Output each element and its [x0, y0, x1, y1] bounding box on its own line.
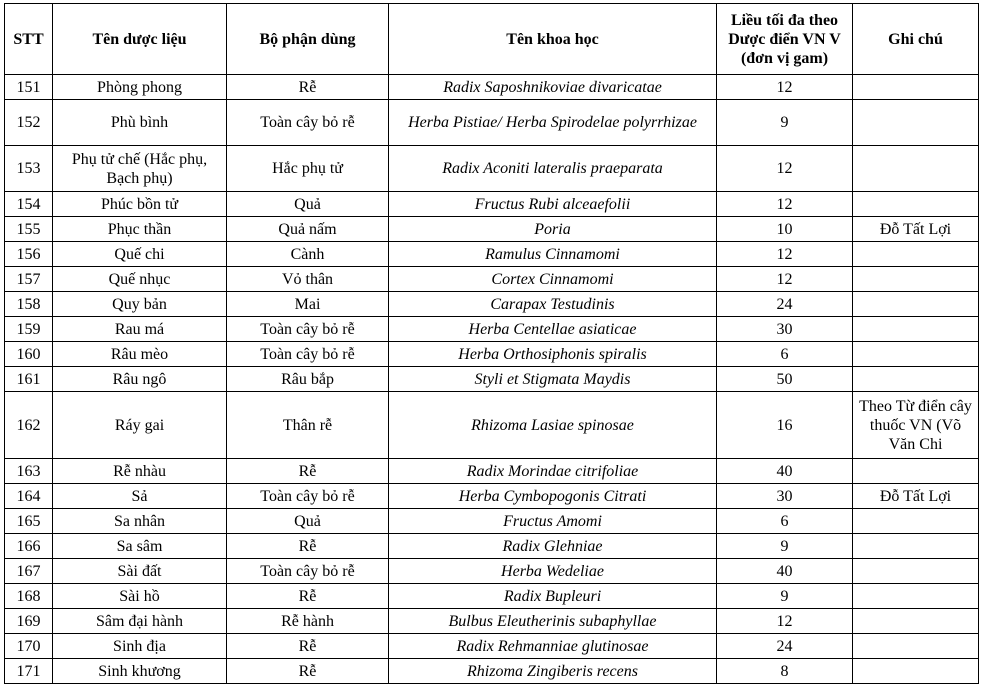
table-row	[5, 317, 979, 342]
cell-herb-name: Ráy gai	[53, 392, 227, 459]
table-row	[5, 342, 979, 367]
cell-note: Đỗ Tất Lợi	[853, 484, 979, 509]
cell-max-dose: 12	[717, 192, 853, 217]
cell-note	[853, 609, 979, 634]
cell-herb-name: Phụ tử chế (Hắc phụ, Bạch phụ)	[53, 146, 227, 192]
cell-scientific-name: Rhizoma Lasiae spinosae	[389, 392, 717, 459]
table-body	[5, 75, 979, 684]
header-note: Ghi chú	[853, 4, 979, 75]
cell-part-used: Rễ	[227, 534, 389, 559]
cell-herb-name: Quế nhục	[53, 267, 227, 292]
cell-herb-name: Phù bình	[53, 100, 227, 146]
cell-max-dose: 12	[717, 609, 853, 634]
header-herb-name: Tên dược liệu	[53, 4, 227, 75]
cell-max-dose: 12	[717, 242, 853, 267]
cell-note	[853, 367, 979, 392]
table-row	[5, 292, 979, 317]
cell-stt: 161	[5, 367, 53, 392]
cell-part-used: Quả	[227, 509, 389, 534]
cell-scientific-name: Carapax Testudinis	[389, 292, 717, 317]
cell-stt: 164	[5, 484, 53, 509]
cell-part-used: Toàn cây bỏ rễ	[227, 100, 389, 146]
cell-note: Theo Từ điển cây thuốc VN (Võ Văn Chi	[853, 392, 979, 459]
cell-max-dose: 12	[717, 146, 853, 192]
cell-stt: 159	[5, 317, 53, 342]
cell-part-used: Mai	[227, 292, 389, 317]
header-scientific-name: Tên khoa học	[389, 4, 717, 75]
cell-stt: 169	[5, 609, 53, 634]
table-row	[5, 534, 979, 559]
cell-max-dose: 24	[717, 292, 853, 317]
cell-scientific-name: Fructus Amomi	[389, 509, 717, 534]
cell-note	[853, 75, 979, 100]
cell-part-used: Quả	[227, 192, 389, 217]
table-row	[5, 75, 979, 100]
cell-stt: 155	[5, 217, 53, 242]
cell-stt: 162	[5, 392, 53, 459]
table-row	[5, 559, 979, 584]
cell-part-used: Toàn cây bỏ rễ	[227, 342, 389, 367]
cell-max-dose: 40	[717, 559, 853, 584]
table-row	[5, 242, 979, 267]
cell-note	[853, 342, 979, 367]
table-row	[5, 392, 979, 459]
cell-scientific-name: Herba Orthosiphonis spiralis	[389, 342, 717, 367]
cell-part-used: Toàn cây bỏ rễ	[227, 559, 389, 584]
cell-stt: 154	[5, 192, 53, 217]
herbal-dose-table	[4, 3, 979, 684]
cell-max-dose: 10	[717, 217, 853, 242]
table-row	[5, 217, 979, 242]
cell-herb-name: Rễ nhàu	[53, 459, 227, 484]
table-row	[5, 509, 979, 534]
cell-note	[853, 634, 979, 659]
header-part-used: Bộ phận dùng	[227, 4, 389, 75]
cell-note	[853, 292, 979, 317]
cell-max-dose: 9	[717, 584, 853, 609]
cell-stt: 157	[5, 267, 53, 292]
cell-note: Đỗ Tất Lợi	[853, 217, 979, 242]
cell-part-used: Toàn cây bỏ rễ	[227, 484, 389, 509]
cell-scientific-name: Fructus Rubi alceaefolii	[389, 192, 717, 217]
cell-part-used: Rễ	[227, 634, 389, 659]
cell-stt: 158	[5, 292, 53, 317]
cell-scientific-name: Radix Bupleuri	[389, 584, 717, 609]
cell-part-used: Rễ	[227, 659, 389, 684]
table-row	[5, 192, 979, 217]
cell-herb-name: Sả	[53, 484, 227, 509]
cell-scientific-name: Cortex Cinnamomi	[389, 267, 717, 292]
table-row	[5, 634, 979, 659]
cell-scientific-name: Radix Rehmanniae glutinosae	[389, 634, 717, 659]
cell-part-used: Toàn cây bỏ rễ	[227, 317, 389, 342]
cell-stt: 156	[5, 242, 53, 267]
cell-max-dose: 16	[717, 392, 853, 459]
cell-note	[853, 267, 979, 292]
cell-scientific-name: Radix Aconiti lateralis praeparata	[389, 146, 717, 192]
cell-note	[853, 559, 979, 584]
cell-part-used: Hắc phụ tử	[227, 146, 389, 192]
cell-scientific-name: Herba Wedeliae	[389, 559, 717, 584]
cell-herb-name: Sài đất	[53, 559, 227, 584]
header-stt: STT	[5, 4, 53, 75]
cell-note	[853, 459, 979, 484]
table-row	[5, 146, 979, 192]
cell-max-dose: 12	[717, 75, 853, 100]
cell-herb-name: Râu mèo	[53, 342, 227, 367]
table-row	[5, 609, 979, 634]
cell-part-used: Vỏ thân	[227, 267, 389, 292]
cell-max-dose: 24	[717, 634, 853, 659]
cell-stt: 151	[5, 75, 53, 100]
cell-scientific-name: Radix Saposhnikoviae divaricatae	[389, 75, 717, 100]
table-row	[5, 484, 979, 509]
cell-scientific-name: Styli et Stigmata Maydis	[389, 367, 717, 392]
cell-herb-name: Quy bản	[53, 292, 227, 317]
cell-max-dose: 30	[717, 484, 853, 509]
cell-herb-name: Phục thần	[53, 217, 227, 242]
cell-herb-name: Sâm đại hành	[53, 609, 227, 634]
cell-max-dose: 8	[717, 659, 853, 684]
cell-max-dose: 30	[717, 317, 853, 342]
cell-part-used: Thân rễ	[227, 392, 389, 459]
header-max-dose: Liều tối đa theo Dược điển VN V (đơn vị gam)	[717, 4, 853, 75]
cell-stt: 160	[5, 342, 53, 367]
cell-herb-name: Rau má	[53, 317, 227, 342]
cell-scientific-name: Ramulus Cinnamomi	[389, 242, 717, 267]
table-row	[5, 267, 979, 292]
header-row	[5, 4, 979, 75]
cell-herb-name: Phúc bồn tử	[53, 192, 227, 217]
cell-stt: 153	[5, 146, 53, 192]
cell-scientific-name: Bulbus Eleutherinis subaphyllae	[389, 609, 717, 634]
cell-note	[853, 100, 979, 146]
cell-herb-name: Sa nhân	[53, 509, 227, 534]
cell-stt: 163	[5, 459, 53, 484]
table-row	[5, 100, 979, 146]
cell-scientific-name: Herba Centellae asiaticae	[389, 317, 717, 342]
cell-max-dose: 9	[717, 100, 853, 146]
cell-part-used: Râu bắp	[227, 367, 389, 392]
cell-herb-name: Sinh khương	[53, 659, 227, 684]
cell-stt: 168	[5, 584, 53, 609]
cell-stt: 166	[5, 534, 53, 559]
cell-part-used: Rễ	[227, 459, 389, 484]
cell-note	[853, 192, 979, 217]
cell-part-used: Rễ	[227, 75, 389, 100]
cell-scientific-name: Radix Glehniae	[389, 534, 717, 559]
cell-stt: 152	[5, 100, 53, 146]
cell-herb-name: Phòng phong	[53, 75, 227, 100]
cell-note	[853, 317, 979, 342]
cell-note	[853, 534, 979, 559]
cell-part-used: Quả nấm	[227, 217, 389, 242]
cell-scientific-name: Radix Morindae citrifoliae	[389, 459, 717, 484]
cell-max-dose: 9	[717, 534, 853, 559]
cell-part-used: Cành	[227, 242, 389, 267]
cell-herb-name: Sa sâm	[53, 534, 227, 559]
table-row	[5, 367, 979, 392]
cell-herb-name: Râu ngô	[53, 367, 227, 392]
cell-herb-name: Sài hồ	[53, 584, 227, 609]
cell-stt: 167	[5, 559, 53, 584]
table-row	[5, 459, 979, 484]
cell-max-dose: 40	[717, 459, 853, 484]
table-row	[5, 659, 979, 684]
cell-stt: 165	[5, 509, 53, 534]
cell-stt: 171	[5, 659, 53, 684]
cell-scientific-name: Herba Pistiae/ Herba Spirodelae polyrrhizae	[389, 100, 717, 146]
cell-herb-name: Quế chi	[53, 242, 227, 267]
cell-max-dose: 50	[717, 367, 853, 392]
cell-part-used: Rễ hành	[227, 609, 389, 634]
cell-max-dose: 12	[717, 267, 853, 292]
cell-note	[853, 509, 979, 534]
cell-note	[853, 584, 979, 609]
cell-note	[853, 659, 979, 684]
cell-max-dose: 6	[717, 342, 853, 367]
table-row	[5, 584, 979, 609]
cell-max-dose: 6	[717, 509, 853, 534]
cell-herb-name: Sinh địa	[53, 634, 227, 659]
cell-stt: 170	[5, 634, 53, 659]
cell-note	[853, 146, 979, 192]
cell-scientific-name: Herba Cymbopogonis Citrati	[389, 484, 717, 509]
cell-scientific-name: Rhizoma Zingiberis recens	[389, 659, 717, 684]
cell-scientific-name: Poria	[389, 217, 717, 242]
cell-note	[853, 242, 979, 267]
cell-part-used: Rễ	[227, 584, 389, 609]
